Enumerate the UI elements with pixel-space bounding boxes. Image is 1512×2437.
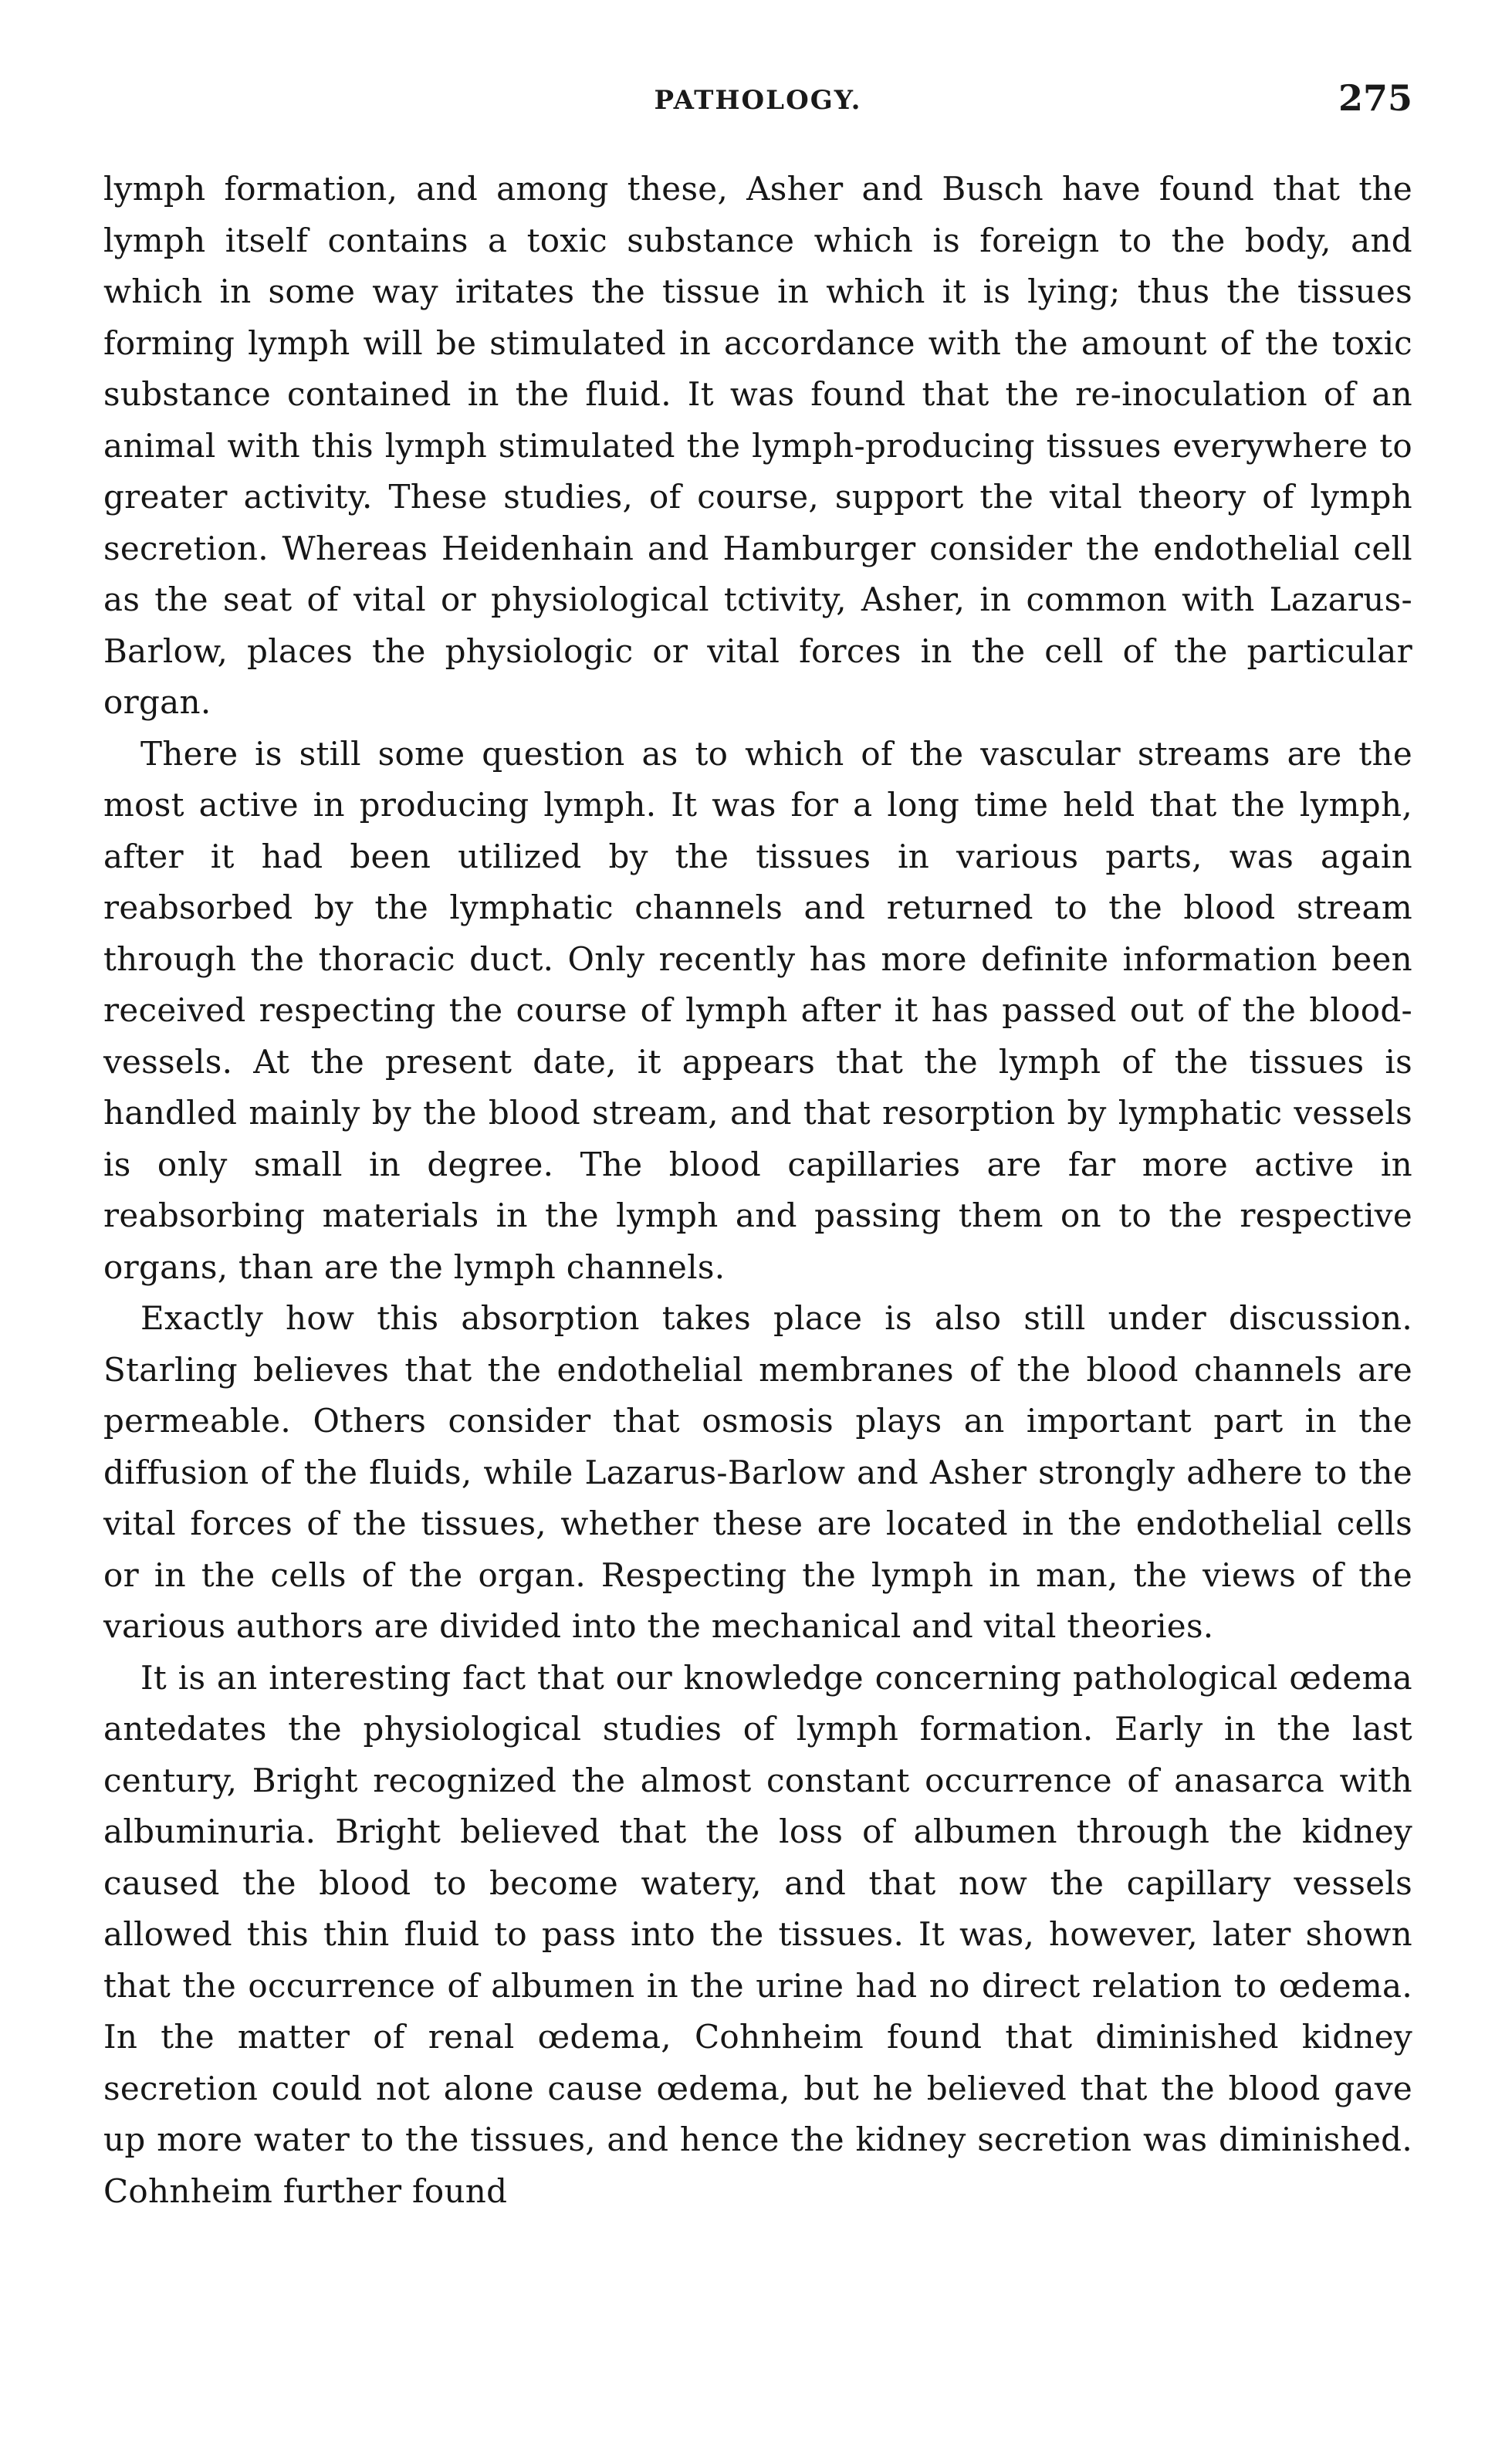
page-number: 275 [1338,77,1412,119]
paragraph-absorption: Exactly how this absorption takes place is also still under discussion. Starling believes that the endothelial membranes of the blood channels are permeable. Others consider that osmosis plays an important part in the diffusion of the fluids, while Lazarus-Barlow and Asher strongly adhere to the vital forces of the tissues, whether these are located in the endothelial cells or in the cells of the organ. Respecting the lymph in man, the views of the various authors are divided into the mechanical and vital theories. [103,1299,1412,1645]
paragraph-vascular-streams: There is still some question as to which of the vascular streams are the most active in producing lymph. It was for a long time held that the lymph, after it had been utilized by the tissues in various parts, was again reabsorbed by the lymphatic channels and returned to the blood stream through the thoracic duct. Only recently has more definite information been received respecting the course of lymph after it has passed out of the blood-vessels. At the present date, it appears that the lymph of the tissues is handled mainly by the blood stream, and that resorption by lymphatic vessels is only small in degree. The blood capillaries are far more active in reabsorbing materials in the lymph and passing them on to the respective organs, than are the lymph channels. [103,734,1412,1286]
running-head [103,77,1412,124]
paragraph-pathological-oedema: It is an interesting fact that our knowledge concerning pathological œdema antedates the physiological studies of lymph formation. Early in the last century, Bright recognized the almost constant occurrence of anasarca with albuminuria. Bright believed that the loss of albumen through the kidney caused the blood to become watery, and that now the capillary vessels allowed this thin fluid to pass into the tissues. It was, however, later shown that the occurrence of albumen in the urine had no direct relation to œdema. In the matter of renal œdema, Cohnheim found that diminished kidney secretion could not alone cause œdema, but he believed that the blood gave up more water to the tissues, and hence the kidney secretion was diminished. Cohnheim further found [103,1658,1412,2210]
body-text [103,164,1412,2217]
paragraph-lymph-formation: lymph formation, and among these, Asher and Busch have found that the lymph itself contains a toxic substance which is foreign to the body, and which in some way iritates the tissue in which it is lying; thus the tissues forming lymph will be stimulated in accordance with the amount of the toxic substance contained in the fluid. It was found that the re-inoculation of an animal with this lymph stimulated the lymph-producing tissues everywhere to greater activity. These studies, of course, support the vital theory of lymph secretion. Whereas Heidenhain and Hamburger consider the endothelial cell as the seat of vital or physiological tctivity, Asher, in common with Lazarus-Barlow, places the physiologic or vital forces in the cell of the particular organ. [103,170,1412,721]
running-title: PATHOLOGY. [654,85,862,116]
